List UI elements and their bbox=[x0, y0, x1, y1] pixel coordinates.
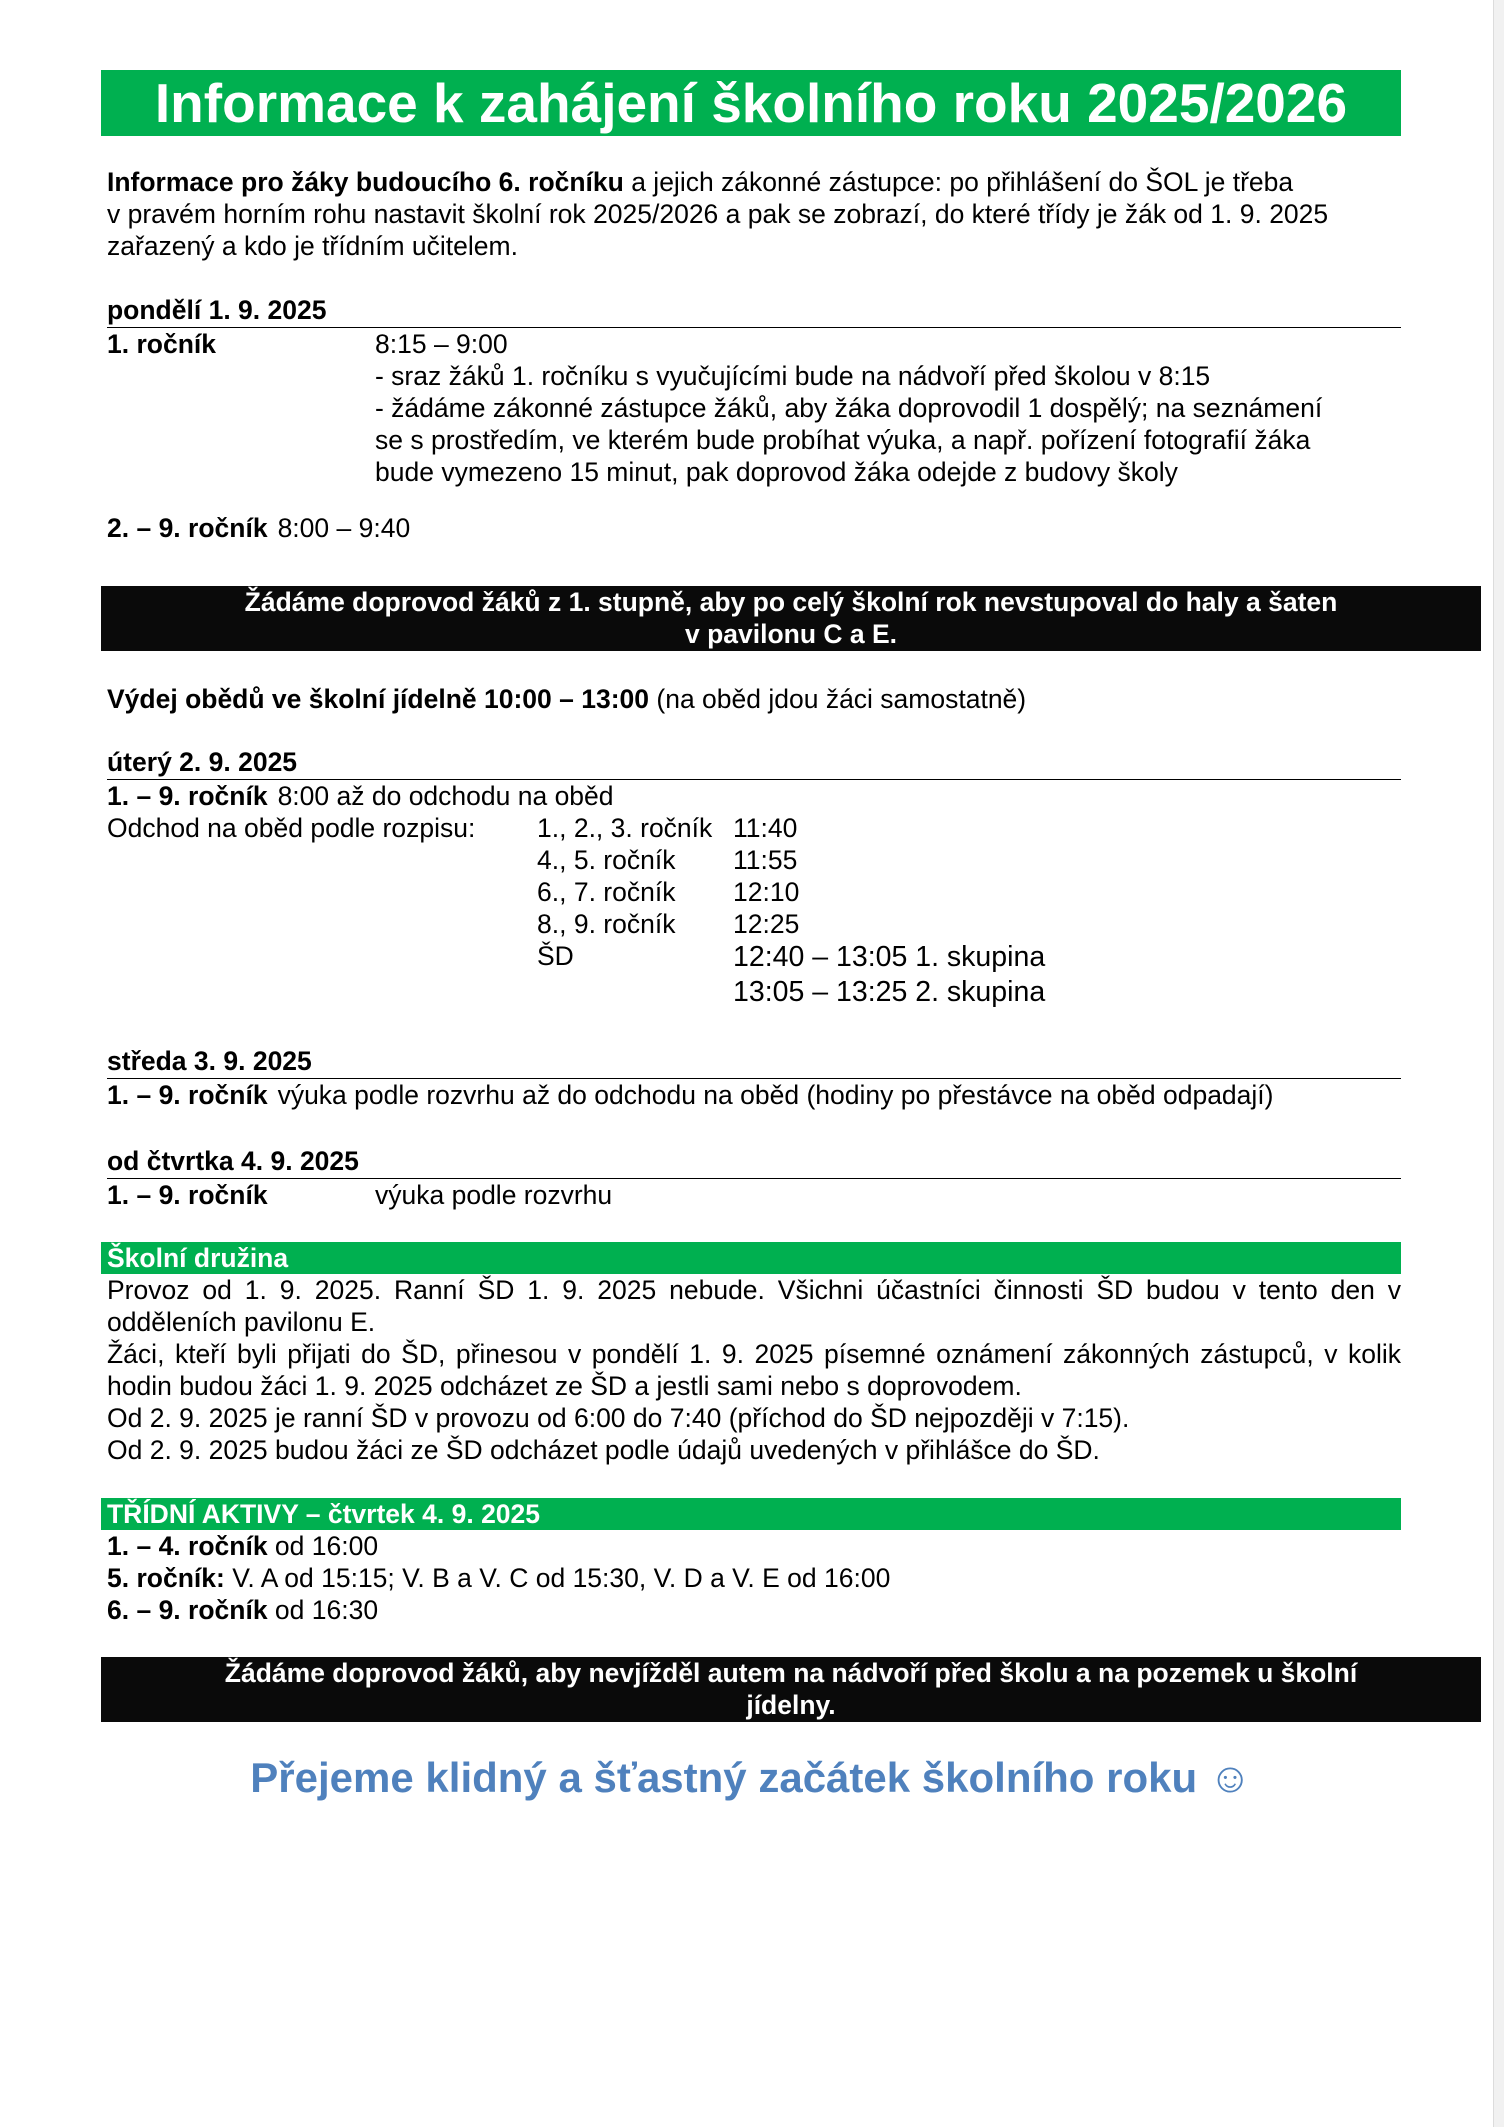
intro-bold: Informace pro žáky budoucího 6. ročníku bbox=[107, 167, 624, 197]
lunch-bold: Výdej obědů ve školní jídelně 10:00 – 13:00 bbox=[107, 684, 650, 714]
tuesday-text: 8:00 až do odchodu na oběd bbox=[277, 781, 614, 811]
section-wednesday bbox=[101, 1045, 1401, 1111]
aktivy-r3-label: 6. – 9. ročník bbox=[107, 1595, 268, 1625]
notice-halls-line2: v pavilonu C a E. bbox=[684, 619, 898, 649]
monday-grade1-time: 8:15 – 9:00 bbox=[375, 329, 508, 359]
druzina-p2: Žáci, kteří byli přijati do ŠD, přinesou v pondělí 1. 9. 2025 písemné oznámení zákonných zástupců, v kolik hodin budou žáci 1. 9. 2025 odcházet ze ŠD a jestli sami nebo s doprovodem. bbox=[107, 1339, 1401, 1401]
section-aktivy bbox=[101, 1498, 1401, 1626]
intro-block bbox=[107, 166, 1401, 262]
monday-grade1-line2: - žádáme zákonné zástupce žáků, aby žáka doprovodil 1 dospělý; na seznámení bbox=[375, 393, 1323, 423]
aktivy-r3-text: od 16:30 bbox=[267, 1595, 379, 1625]
schedule-group: 1., 2., 3. ročník bbox=[537, 813, 713, 843]
wednesday-label: 1. – 9. ročník bbox=[107, 1080, 268, 1110]
schedule-group bbox=[537, 975, 733, 1010]
lunch-rest: (na oběd jdou žáci samostatně) bbox=[649, 684, 1027, 714]
section-monday bbox=[101, 294, 1401, 544]
notice-parking-line2: jídelny. bbox=[746, 1690, 836, 1720]
schedule-time: 11:55 bbox=[733, 845, 798, 875]
schedule-label: Odchod na oběd podle rozpisu: bbox=[107, 813, 476, 843]
intro-line3: zařazený a kdo je třídním učitelem. bbox=[107, 231, 518, 261]
schedule-time: 13:05 – 13:25 2. skupina bbox=[733, 976, 1046, 1008]
lunch-schedule bbox=[107, 812, 1401, 1010]
schedule-time: 12:10 bbox=[733, 877, 800, 907]
thursday-text: výuka podle rozvrhu bbox=[375, 1180, 613, 1210]
schedule-group: 4., 5. ročník bbox=[537, 845, 676, 875]
monday-grade1-line4: bude vymezeno 15 minut, pak doprovod žáka odejde z budovy školy bbox=[375, 457, 1178, 487]
schedule-group: ŠD bbox=[537, 941, 574, 971]
monday-grade2-time: 8:00 – 9:40 bbox=[277, 513, 411, 543]
druzina-heading: Školní družina bbox=[101, 1242, 1401, 1274]
closing-wish: Přejeme klidný a šťastný začátek školního roku ☺ bbox=[250, 1754, 1252, 1801]
schedule-group: 8., 9. ročník bbox=[537, 909, 676, 939]
druzina-p3: Od 2. 9. 2025 je ranní ŠD v provozu od 6:00 do 7:40 (příchod do ŠD nejpozději v 7:15). bbox=[107, 1403, 1130, 1433]
intro-line1: a jejich zákonné zástupce: po přihlášení do ŠOL je třeba bbox=[623, 167, 1294, 197]
section-thursday bbox=[101, 1145, 1401, 1211]
druzina-p4: Od 2. 9. 2025 budou žáci ze ŠD odcházet podle údajů uvedených v přihlášce do ŠD. bbox=[107, 1435, 1100, 1465]
lunch-info bbox=[107, 683, 1401, 715]
thursday-label: 1. – 9. ročník bbox=[107, 1180, 268, 1210]
thursday-heading: od čtvrtka 4. 9. 2025 bbox=[107, 1145, 1401, 1179]
monday-grade1-line3: se s prostředím, ve kterém bude probíhat výuka, a např. pořízení fotografií žáka bbox=[375, 425, 1311, 455]
aktivy-r1-text: od 16:00 bbox=[267, 1531, 379, 1561]
tuesday-heading: úterý 2. 9. 2025 bbox=[107, 746, 1401, 780]
schedule-time: 11:40 bbox=[733, 813, 798, 843]
page-title: Informace k zahájení školního roku 2025/2026 bbox=[101, 70, 1401, 136]
monday-grade1-label: 1. ročník bbox=[107, 329, 216, 359]
notice-parking-line1: Žádáme doprovod žáků, aby nevjížděl autem na nádvoří před školu a na pozemek u školní bbox=[224, 1658, 1358, 1688]
wednesday-heading: středa 3. 9. 2025 bbox=[107, 1045, 1401, 1079]
aktivy-r1-label: 1. – 4. ročník bbox=[107, 1531, 268, 1561]
monday-grade2-label: 2. – 9. ročník bbox=[107, 513, 268, 543]
monday-heading: pondělí 1. 9. 2025 bbox=[107, 294, 1401, 328]
wednesday-text: výuka podle rozvrhu až do odchodu na oběd (hodiny po přestávce na oběd odpadají) bbox=[277, 1080, 1274, 1110]
section-tuesday bbox=[101, 746, 1401, 1010]
tuesday-label: 1. – 9. ročník bbox=[107, 781, 268, 811]
aktivy-heading: TŘÍDNÍ AKTIVY – čtvrtek 4. 9. 2025 bbox=[101, 1498, 1401, 1530]
aktivy-r2-text: V. A od 15:15; V. B a V. C od 15:30, V. D a V. E od 16:00 bbox=[224, 1563, 891, 1593]
schedule-time: 12:40 – 13:05 1. skupina bbox=[733, 941, 1046, 973]
schedule-time: 12:25 bbox=[733, 909, 800, 939]
monday-grade1-line1: - sraz žáků 1. ročníku s vyučujícími bude na nádvoří před školou v 8:15 bbox=[375, 361, 1211, 391]
druzina-p1: Provoz od 1. 9. 2025. Ranní ŠD 1. 9. 2025 nebude. Všichni účastníci činnosti ŠD budou v tento den v odděleních pavilonu E. bbox=[107, 1275, 1401, 1337]
notice-box-halls bbox=[101, 586, 1481, 651]
intro-line2: v pravém horním rohu nastavit školní rok 2025/2026 a pak se zobrazí, do které třídy je žák od 1. 9. 2025 bbox=[107, 199, 1329, 229]
section-druzina bbox=[101, 1242, 1401, 1466]
schedule-group: 6., 7. ročník bbox=[537, 877, 676, 907]
notice-box-parking bbox=[101, 1657, 1481, 1722]
notice-halls-line1: Žádáme doprovod žáků z 1. stupně, aby po celý školní rok nevstupoval do haly a šaten bbox=[244, 587, 1338, 617]
aktivy-r2-label: 5. ročník: bbox=[107, 1563, 225, 1593]
scrollbar-track[interactable] bbox=[1493, 0, 1504, 2127]
